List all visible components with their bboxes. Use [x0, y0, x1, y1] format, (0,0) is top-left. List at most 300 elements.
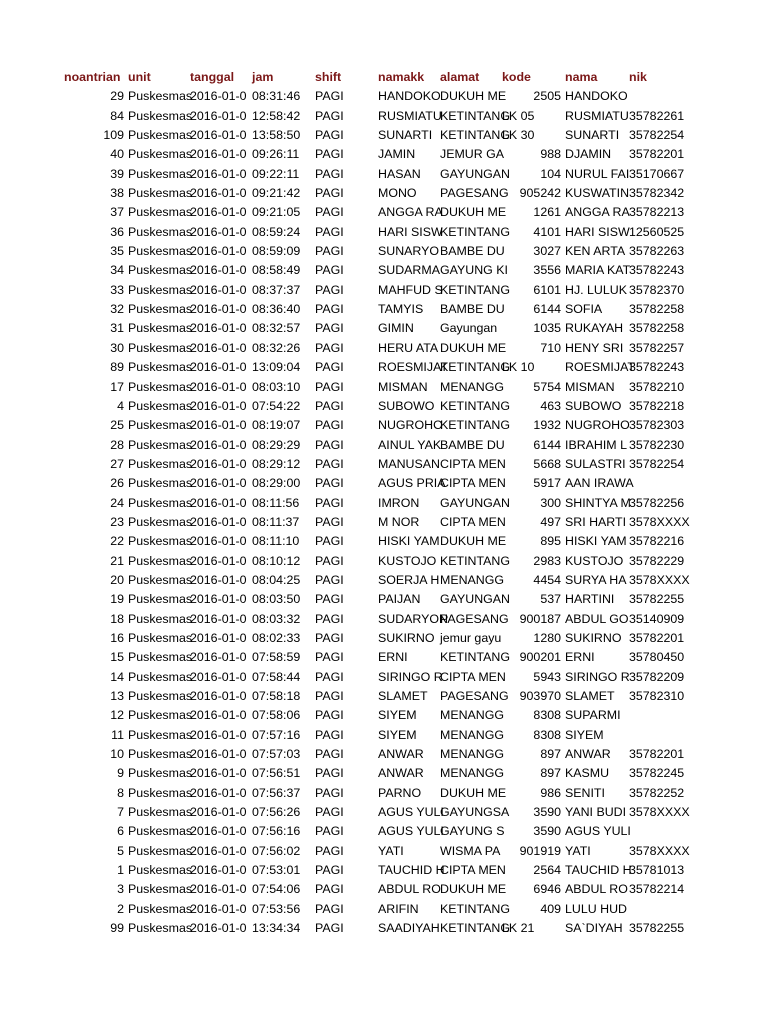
cell-alamat[interactable]: PAGESANG — [440, 689, 509, 703]
cell-alamat[interactable]: CIPTA MEN — [440, 863, 506, 878]
cell-alamat[interactable]: KETINTANG — [440, 398, 510, 413]
cell-jam[interactable]: 08:32:26 — [252, 340, 301, 355]
cell-nik[interactable]: 35782255 — [629, 921, 685, 936]
cell-alamat[interactable]: CIPTA MEN — [440, 514, 506, 529]
cell-jam[interactable]: 08:04:25 — [252, 572, 301, 587]
cell-noantrian[interactable]: 1 — [117, 863, 124, 878]
cell-kode[interactable]: 3556 — [533, 263, 561, 278]
cell-namakk[interactable]: SUNARTI — [378, 128, 433, 143]
cell-unit[interactable]: Puskesmas — [128, 766, 193, 781]
cell-nik[interactable]: 35782255 — [629, 592, 685, 607]
cell-tanggal[interactable]: 2016-01-0 — [190, 302, 247, 317]
cell-unit[interactable]: Puskesmas — [128, 108, 193, 123]
cell-kode[interactable]: 1932 — [533, 418, 561, 433]
cell-noantrian[interactable]: 4 — [117, 398, 124, 413]
cell-shift[interactable]: PAGI — [315, 592, 344, 607]
cell-unit[interactable]: Puskesmas — [128, 921, 193, 936]
cell-shift[interactable]: PAGI — [315, 224, 344, 239]
cell-jam[interactable]: 08:59:09 — [252, 244, 301, 259]
cell-noantrian[interactable]: 32 — [110, 302, 124, 317]
cell-shift[interactable]: PAGI — [315, 398, 344, 413]
cell-nama[interactable]: SIRINGO R — [565, 669, 630, 684]
cell-jam[interactable]: 08:29:12 — [252, 456, 301, 471]
cell-noantrian[interactable]: 15 — [110, 650, 124, 665]
cell-jam[interactable]: 08:10:12 — [252, 553, 301, 568]
cell-noantrian[interactable]: 14 — [110, 669, 124, 684]
cell-unit[interactable]: Puskesmas — [128, 495, 193, 510]
cell-tanggal[interactable]: 2016-01-0 — [190, 747, 247, 762]
cell-namakk[interactable]: SLAMET — [378, 689, 428, 703]
cell-noantrian[interactable]: 38 — [110, 186, 124, 201]
cell-tanggal[interactable]: 2016-01-0 — [190, 650, 247, 665]
cell-alamat[interactable]: GAYUNGAN — [440, 592, 510, 607]
cell-alamat[interactable]: KETINTANG — [440, 553, 510, 568]
cell-noantrian[interactable]: 33 — [110, 282, 124, 297]
cell-tanggal[interactable]: 2016-01-0 — [190, 689, 247, 703]
header-tanggal[interactable]: tanggal — [190, 70, 235, 84]
cell-nik[interactable]: 35782254 — [629, 128, 685, 143]
cell-namakk[interactable]: AGUS YULI — [378, 824, 444, 839]
cell-unit[interactable]: Puskesmas — [128, 476, 193, 491]
cell-namakk[interactable]: AGUS PRIA — [378, 476, 446, 491]
cell-shift[interactable]: PAGI — [315, 244, 344, 259]
cell-namakk[interactable]: SAADIYAH — [378, 921, 440, 936]
cell-shift[interactable]: PAGI — [315, 611, 344, 626]
cell-unit[interactable]: Puskesmas — [128, 785, 193, 800]
cell-noantrian[interactable]: 20 — [110, 572, 124, 587]
cell-tanggal[interactable]: 2016-01-0 — [190, 282, 247, 297]
cell-nik[interactable] — [629, 474, 689, 493]
cell-shift[interactable]: PAGI — [315, 901, 344, 916]
cell-namakk[interactable]: ERNI — [378, 650, 408, 665]
cell-alamat[interactable]: DUKUH ME — [440, 340, 507, 355]
cell-nama[interactable]: RUSMIATU — [565, 108, 629, 123]
cell-kode[interactable]: 5668 — [533, 456, 561, 471]
cell-namakk[interactable]: TAMYIS — [378, 302, 424, 317]
cell-tanggal[interactable]: 2016-01-0 — [190, 669, 247, 684]
cell-tanggal[interactable]: 2016-01-0 — [190, 379, 247, 394]
cell-shift[interactable]: PAGI — [315, 863, 344, 878]
cell-jam[interactable]: 07:58:06 — [252, 708, 301, 723]
cell-shift[interactable]: PAGI — [315, 282, 344, 297]
cell-nama[interactable]: ANWAR — [565, 747, 611, 762]
cell-jam[interactable]: 08:03:50 — [252, 592, 301, 607]
cell-nama[interactable]: HARI SISW — [565, 224, 630, 239]
cell-noantrian[interactable]: 28 — [110, 437, 124, 452]
cell-nama[interactable]: SRI HARTI — [565, 514, 627, 529]
cell-nik[interactable]: 35782209 — [629, 669, 685, 684]
cell-namakk[interactable]: RUSMIATU — [378, 108, 442, 123]
cell-noantrian[interactable]: 9 — [117, 766, 124, 781]
cell-shift[interactable]: PAGI — [315, 882, 344, 897]
cell-kode[interactable]: 5943 — [533, 669, 561, 684]
cell-tanggal[interactable]: 2016-01-0 — [190, 766, 247, 781]
cell-kode[interactable]: 897 — [540, 747, 561, 762]
cell-tanggal[interactable]: 2016-01-0 — [190, 630, 247, 645]
cell-namakk[interactable]: AGUS YULI — [378, 805, 444, 820]
cell-namakk[interactable]: GIMIN — [378, 321, 414, 336]
cell-kode[interactable]: 6144 — [533, 302, 561, 317]
cell-tanggal[interactable]: 2016-01-0 — [190, 321, 247, 336]
cell-jam[interactable]: 08:36:40 — [252, 302, 301, 317]
cell-nama[interactable]: ANGGA RA — [565, 205, 630, 220]
cell-noantrian[interactable]: 11 — [111, 727, 124, 742]
cell-alamat[interactable]: DUKUH ME — [440, 205, 507, 220]
cell-jam[interactable]: 08:32:57 — [252, 321, 301, 336]
cell-namakk[interactable]: HERU ATA — [378, 340, 439, 355]
cell-shift[interactable]: PAGI — [315, 263, 344, 278]
cell-nama[interactable]: KEN ARTA — [565, 244, 626, 259]
cell-kode[interactable]: 2983 — [533, 553, 561, 568]
header-shift[interactable]: shift — [315, 70, 342, 84]
cell-unit[interactable]: Puskesmas — [128, 186, 193, 201]
cell-shift[interactable]: PAGI — [315, 708, 344, 723]
cell-alamat[interactable]: GAYUNGAN — [440, 495, 510, 510]
cell-kode[interactable]: 1280 — [533, 630, 561, 645]
cell-nik[interactable]: 35782201 — [629, 147, 685, 162]
cell-nik[interactable]: 35782257 — [629, 340, 685, 355]
cell-nik[interactable]: 35782201 — [629, 630, 685, 645]
cell-jam[interactable]: 07:58:18 — [252, 689, 301, 703]
cell-namakk[interactable]: ANWAR — [378, 766, 424, 781]
cell-jam[interactable]: 07:56:51 — [252, 766, 301, 781]
cell-shift[interactable]: PAGI — [315, 147, 344, 162]
cell-tanggal[interactable]: 2016-01-0 — [190, 553, 247, 568]
cell-nama[interactable]: HENY SRI — [565, 340, 624, 355]
cell-nama[interactable]: DJAMIN — [565, 147, 612, 162]
header-namakk[interactable]: namakk — [378, 70, 425, 84]
cell-noantrian[interactable]: 36 — [110, 224, 124, 239]
cell-jam[interactable]: 08:11:37 — [252, 514, 300, 529]
cell-tanggal[interactable]: 2016-01-0 — [190, 824, 247, 839]
cell-noantrian[interactable]: 13 — [110, 689, 124, 703]
cell-kode[interactable]: 3027 — [533, 244, 561, 259]
cell-alamat[interactable]: BAMBE DU — [440, 302, 505, 317]
cell-tanggal[interactable]: 2016-01-0 — [190, 166, 247, 181]
cell-unit[interactable]: Puskesmas — [128, 824, 193, 839]
cell-namakk[interactable]: JAMIN — [378, 147, 416, 162]
cell-nik[interactable]: 35140909 — [629, 611, 685, 626]
cell-nik[interactable]: 35782258 — [629, 302, 685, 317]
cell-tanggal[interactable]: 2016-01-0 — [190, 882, 247, 897]
cell-alamat[interactable]: BAMBE DU — [440, 244, 505, 259]
cell-namakk[interactable]: MISMAN — [378, 379, 428, 394]
cell-shift[interactable]: PAGI — [315, 727, 344, 742]
cell-tanggal[interactable]: 2016-01-0 — [190, 224, 247, 239]
cell-unit[interactable]: Puskesmas — [128, 437, 193, 452]
cell-kode[interactable]: 4454 — [533, 572, 561, 587]
cell-nama[interactable]: TAUCHID H — [565, 863, 632, 878]
cell-jam[interactable]: 08:29:29 — [252, 437, 301, 452]
cell-kode[interactable]: 895 — [540, 534, 561, 549]
cell-nik[interactable]: 35782213 — [629, 205, 685, 220]
cell-alamat[interactable]: GAYUNG KI — [440, 263, 508, 278]
cell-unit[interactable]: Puskesmas — [128, 901, 193, 916]
cell-noantrian[interactable]: 31 — [110, 321, 124, 336]
cell-shift[interactable]: PAGI — [315, 89, 344, 104]
cell-tanggal[interactable]: 2016-01-0 — [190, 128, 247, 143]
cell-namakk[interactable]: PARNO — [378, 785, 422, 800]
cell-kode[interactable]: 3590 — [533, 824, 561, 839]
cell-jam[interactable]: 07:56:37 — [252, 785, 301, 800]
header-nama[interactable]: nama — [565, 70, 598, 84]
cell-shift[interactable]: PAGI — [315, 476, 344, 491]
cell-namakk[interactable]: M NOR — [378, 514, 420, 529]
cell-kode[interactable]: 8308 — [533, 708, 561, 723]
cell-nama[interactable]: ABDUL GO — [565, 611, 629, 626]
cell-nama[interactable]: IBRAHIM L — [565, 437, 627, 452]
cell-nik[interactable]: 3578XXXX — [629, 572, 690, 587]
cell-shift[interactable]: PAGI — [315, 514, 344, 529]
cell-noantrian[interactable]: 10 — [110, 747, 124, 762]
cell-jam[interactable]: 12:58:42 — [252, 108, 301, 123]
cell-noantrian[interactable]: 6 — [117, 824, 124, 839]
cell-nik[interactable]: 35782310 — [629, 689, 685, 703]
cell-unit[interactable]: Puskesmas — [128, 282, 193, 297]
cell-tanggal[interactable]: 2016-01-0 — [190, 785, 247, 800]
cell-noantrian[interactable]: 5 — [117, 843, 124, 858]
cell-tanggal[interactable]: 2016-01-0 — [190, 456, 247, 471]
cell-noantrian[interactable]: 3 — [117, 882, 124, 897]
cell-kode[interactable]: 537 — [540, 592, 561, 607]
cell-nama[interactable]: HJ. LULUK — [565, 282, 627, 297]
cell-tanggal[interactable]: 2016-01-0 — [190, 340, 247, 355]
cell-nama[interactable]: SUPARMI — [565, 708, 621, 723]
cell-jam[interactable]: 07:56:26 — [252, 805, 301, 820]
cell-unit[interactable]: Puskesmas — [128, 553, 193, 568]
cell-namakk[interactable]: ROESMIJAT — [378, 360, 448, 375]
cell-tanggal[interactable]: 2016-01-0 — [190, 495, 247, 510]
cell-kode[interactable]: 1261 — [533, 205, 561, 220]
cell-kode[interactable]: 903970 — [519, 689, 561, 703]
cell-shift[interactable]: PAGI — [315, 456, 344, 471]
cell-namakk[interactable]: YATI — [378, 843, 404, 858]
cell-kode[interactable]: 988 — [540, 147, 561, 162]
cell-nama[interactable]: SURYA HA — [565, 572, 627, 587]
cell-unit[interactable]: Puskesmas — [128, 669, 193, 684]
cell-kode[interactable]: 5754 — [533, 379, 561, 394]
cell-namakk[interactable]: SUNARYO — [378, 244, 440, 259]
cell-unit[interactable]: Puskesmas — [128, 224, 193, 239]
cell-shift[interactable]: PAGI — [315, 785, 344, 800]
cell-nik[interactable]: 35782229 — [629, 553, 685, 568]
cell-alamat[interactable]: DUKUH ME — [440, 89, 507, 104]
cell-noantrian[interactable]: 99 — [110, 921, 124, 936]
cell-nama[interactable]: SIYEM — [565, 727, 604, 742]
cell-nama[interactable]: ABDUL RO — [565, 882, 628, 897]
cell-namakk[interactable]: MONO — [378, 186, 417, 201]
cell-shift[interactable]: PAGI — [315, 747, 344, 762]
cell-alamat[interactable]: KETINTANG — [440, 901, 510, 916]
cell-jam[interactable]: 09:26:11 — [252, 147, 300, 162]
cell-namakk[interactable]: HASAN — [378, 166, 421, 181]
cell-tanggal[interactable]: 2016-01-0 — [190, 263, 247, 278]
cell-unit[interactable]: Puskesmas — [128, 244, 193, 259]
cell-namakk[interactable]: MANUSAN — [378, 456, 440, 471]
cell-nik[interactable]: 35782263 — [629, 244, 685, 259]
cell-noantrian[interactable]: 22 — [110, 534, 124, 549]
cell-nama[interactable]: YATI — [565, 843, 591, 858]
cell-unit[interactable]: Puskesmas — [128, 340, 193, 355]
cell-namakk[interactable]: HANDOKO — [378, 89, 441, 104]
cell-kode[interactable]: 3590 — [533, 805, 561, 820]
cell-namakk[interactable]: TAUCHID H — [378, 863, 445, 878]
cell-noantrian[interactable]: 24 — [110, 495, 124, 510]
cell-nik[interactable]: 3578XXXX — [629, 805, 690, 820]
cell-namakk[interactable]: NUGROHO — [378, 418, 443, 433]
cell-jam[interactable]: 08:31:46 — [252, 89, 301, 104]
cell-noantrian[interactable]: 17 — [110, 379, 124, 394]
cell-shift[interactable]: PAGI — [315, 108, 344, 123]
cell-jam[interactable]: 09:21:42 — [252, 186, 301, 201]
cell-alamat[interactable]: MENANGG — [440, 766, 505, 781]
cell-jam[interactable]: 13:34:34 — [252, 921, 301, 936]
cell-nama[interactable]: KUSWATIN — [565, 186, 630, 201]
cell-nik[interactable] — [629, 900, 689, 919]
cell-namakk[interactable]: HISKI YAM — [378, 534, 440, 549]
cell-nik[interactable]: 35782218 — [629, 398, 685, 413]
cell-namakk[interactable]: ANWAR — [378, 747, 424, 762]
cell-alamat[interactable]: KETINTANG — [440, 224, 510, 239]
cell-tanggal[interactable]: 2016-01-0 — [190, 708, 247, 723]
cell-unit[interactable]: Puskesmas — [128, 418, 193, 433]
cell-unit[interactable]: Puskesmas — [128, 882, 193, 897]
cell-nama[interactable]: AGUS YULI — [565, 824, 631, 839]
cell-alamat[interactable]: Gayungan — [440, 321, 498, 336]
cell-kode[interactable]: 710 — [540, 340, 561, 355]
cell-alamat[interactable]: KETINTANG — [440, 108, 510, 123]
cell-kode[interactable]: 104 — [540, 166, 561, 181]
cell-noantrian[interactable]: 25 — [110, 418, 124, 433]
cell-nama[interactable]: RUKAYAH — [565, 321, 624, 336]
cell-unit[interactable]: Puskesmas — [128, 572, 193, 587]
cell-jam[interactable]: 09:22:11 — [252, 166, 300, 181]
cell-noantrian[interactable]: 26 — [110, 476, 124, 491]
cell-tanggal[interactable]: 2016-01-0 — [190, 437, 247, 452]
cell-nama[interactable]: SUNARTI — [565, 128, 620, 143]
header-alamat[interactable]: alamat — [440, 70, 480, 84]
cell-unit[interactable]: Puskesmas — [128, 708, 193, 723]
cell-unit[interactable]: Puskesmas — [128, 321, 193, 336]
cell-nik[interactable]: 35782243 — [629, 360, 685, 375]
cell-tanggal[interactable]: 2016-01-0 — [190, 108, 247, 123]
cell-alamat[interactable]: MENANGG — [440, 572, 505, 587]
cell-kode[interactable]: 2564 — [533, 863, 561, 878]
cell-noantrian[interactable]: 35 — [110, 244, 124, 259]
cell-noantrian[interactable]: 109 — [103, 128, 124, 143]
cell-alamat[interactable]: KETINTANG — [440, 921, 510, 936]
cell-nama[interactable]: SUKIRNO — [565, 630, 622, 645]
cell-shift[interactable]: PAGI — [315, 166, 344, 181]
cell-alamat[interactable]: BAMBE DU — [440, 437, 505, 452]
cell-noantrian[interactable]: 89 — [110, 360, 124, 375]
cell-alamat[interactable]: MENANGG — [440, 708, 505, 723]
cell-alamat[interactable]: CIPTA MEN — [440, 476, 506, 491]
cell-shift[interactable]: PAGI — [315, 302, 344, 317]
cell-shift[interactable]: PAGI — [315, 689, 344, 703]
cell-kode[interactable]: 300 — [540, 495, 561, 510]
cell-alamat[interactable]: KETINTANG — [440, 418, 510, 433]
cell-nama[interactable]: ERNI — [565, 650, 595, 665]
cell-namakk[interactable]: SUKIRNO — [378, 630, 435, 645]
cell-nik[interactable]: 35782261 — [629, 108, 685, 123]
cell-unit[interactable]: Puskesmas — [128, 360, 193, 375]
cell-tanggal[interactable]: 2016-01-0 — [190, 727, 247, 742]
cell-nama[interactable]: HANDOKO — [565, 89, 628, 104]
cell-nik[interactable] — [629, 726, 689, 745]
cell-nik[interactable]: 35782230 — [629, 437, 685, 452]
cell-shift[interactable]: PAGI — [315, 843, 344, 858]
cell-jam[interactable]: 07:53:56 — [252, 901, 301, 916]
cell-nik[interactable] — [629, 822, 689, 841]
cell-nik[interactable]: 35782245 — [629, 766, 685, 781]
cell-nama[interactable]: HISKI YAM — [565, 534, 627, 549]
cell-jam[interactable]: 09:21:05 — [252, 205, 301, 220]
cell-jam[interactable]: 08:11:56 — [252, 495, 300, 510]
cell-alamat[interactable]: DUKUH ME — [440, 882, 507, 897]
cell-noantrian[interactable]: 30 — [110, 340, 124, 355]
cell-nama[interactable]: SOFIA — [565, 302, 603, 317]
cell-alamat[interactable]: KETINTANG — [440, 650, 510, 665]
cell-nik[interactable]: 3578XXXX — [629, 843, 690, 858]
cell-unit[interactable]: Puskesmas — [128, 843, 193, 858]
cell-namakk[interactable]: SIYEM — [378, 708, 417, 723]
cell-shift[interactable]: PAGI — [315, 437, 344, 452]
cell-kode[interactable]: 409 — [540, 901, 561, 916]
cell-nama[interactable]: SA`DIYAH — [565, 921, 623, 936]
cell-nik[interactable]: 35782243 — [629, 263, 685, 278]
cell-namakk[interactable]: SUBOWO — [378, 398, 435, 413]
cell-nik[interactable] — [629, 87, 689, 106]
cell-unit[interactable]: Puskesmas — [128, 398, 193, 413]
cell-nama[interactable]: SULASTRI — [565, 456, 626, 471]
cell-alamat[interactable]: GAYUNGAN — [440, 166, 510, 181]
cell-nama[interactable]: HARTINI — [565, 592, 615, 607]
cell-jam[interactable]: 08:03:10 — [252, 379, 301, 394]
cell-shift[interactable]: PAGI — [315, 379, 344, 394]
cell-nik[interactable]: 35782303 — [629, 418, 685, 433]
cell-jam[interactable]: 07:58:44 — [252, 669, 301, 684]
cell-alamat[interactable]: MENANGG — [440, 379, 505, 394]
cell-alamat[interactable]: jemur gayu — [440, 630, 502, 645]
cell-jam[interactable]: 08:02:33 — [252, 630, 301, 645]
cell-shift[interactable]: PAGI — [315, 921, 344, 936]
cell-kode[interactable]: 905242 — [519, 186, 561, 201]
cell-jam[interactable]: 08:58:49 — [252, 263, 301, 278]
cell-tanggal[interactable]: 2016-01-0 — [190, 611, 247, 626]
cell-jam[interactable]: 07:53:01 — [252, 863, 301, 878]
cell-nama[interactable]: YANI BUDI — [565, 805, 627, 820]
cell-alamat[interactable]: MENANGG — [440, 727, 505, 742]
cell-nik[interactable]: 35782216 — [629, 534, 685, 549]
cell-unit[interactable]: Puskesmas — [128, 534, 193, 549]
cell-kode[interactable]: 986 — [540, 785, 561, 800]
cell-unit[interactable]: Puskesmas — [128, 747, 193, 762]
header-unit[interactable]: unit — [128, 70, 151, 84]
cell-noantrian[interactable]: 34 — [110, 263, 124, 278]
cell-tanggal[interactable]: 2016-01-0 — [190, 147, 247, 162]
cell-nik[interactable]: 35782214 — [629, 882, 685, 897]
cell-tanggal[interactable]: 2016-01-0 — [190, 805, 247, 820]
cell-jam[interactable]: 08:11:10 — [252, 534, 300, 549]
cell-tanggal[interactable]: 2016-01-0 — [190, 843, 247, 858]
cell-shift[interactable]: PAGI — [315, 669, 344, 684]
cell-shift[interactable]: PAGI — [315, 128, 344, 143]
cell-alamat[interactable]: GAYUNGSA — [440, 805, 510, 820]
cell-namakk[interactable]: ABDUL RO — [378, 882, 441, 897]
cell-alamat[interactable]: DUKUH ME — [440, 785, 507, 800]
header-nik[interactable]: nik — [629, 70, 647, 84]
